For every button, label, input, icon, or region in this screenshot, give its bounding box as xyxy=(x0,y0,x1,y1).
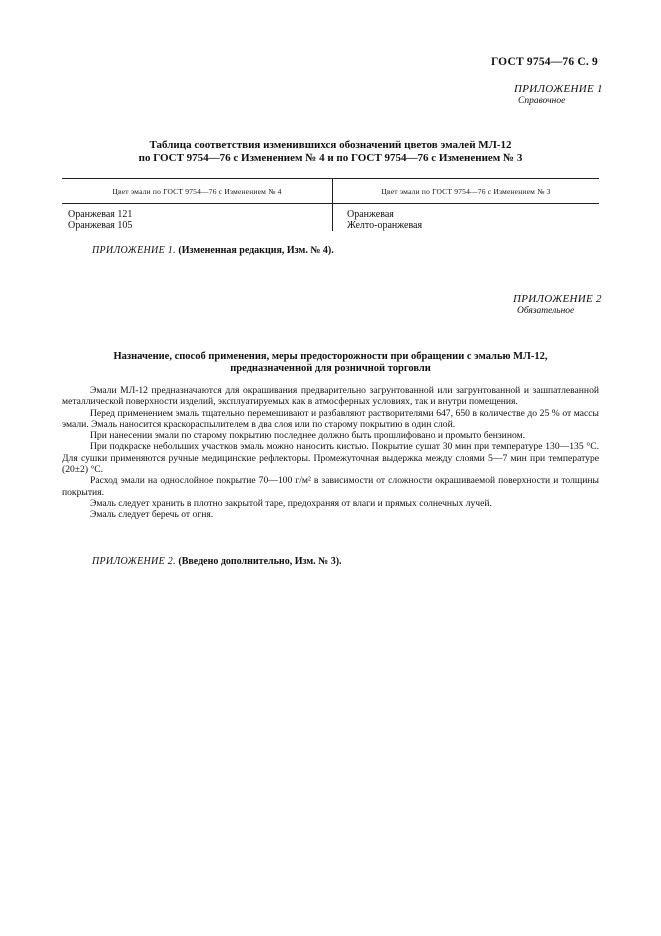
section-heading xyxy=(62,351,599,375)
paragraph: Эмали МЛ-12 предназначаются для окрашивания предварительно загрунтованной или загрунтованной и зашпатлеванной металлической поверхности изделий, эксплуатируемых как в атмосферных условиях, так и внутри помещения. xyxy=(62,385,599,408)
appendix-2-title: ПРИЛОЖЕНИЕ 2 xyxy=(513,293,602,305)
paragraph: Перед применением эмаль тщательно перемешивают и разбавляют растворителями 647, 650 в количестве до 25 % от массы эмали. Эмаль наносится краскораспылителем в два слоя или по старому покрытию в один слой. xyxy=(62,407,599,430)
table-title xyxy=(62,139,599,165)
appendix-1-title: ПРИЛОЖЕНИЕ 1 xyxy=(514,83,603,95)
table-cell-gost-3 xyxy=(333,204,600,232)
table-cell-gost-4 xyxy=(62,204,333,232)
table-cell-text: Оранжевая xyxy=(347,209,394,220)
paragraph: Эмаль следует беречь от огня. xyxy=(90,509,214,521)
table-cell-text: Желто-оранжевая xyxy=(347,220,423,231)
paragraph: При подкраске небольших участков эмаль можно наносить кистью. Покрытие сушат 30 мин при температуре 130—135 °С. Для сушки применяются ручные медицинские рефлекторы. Промежуточная выдержка между слоями 5—7 мин при температуре (20±2) °С. xyxy=(62,441,599,476)
table-row xyxy=(62,204,599,232)
section-heading-line-1: Назначение, способ применения, меры предосторожности при обращении с эмалью МЛ-12, xyxy=(113,351,548,362)
section-heading-line-2: предназначенной для розничной торговли xyxy=(230,363,431,374)
page-header: ГОСТ 9754—76 С. 9 xyxy=(490,56,598,68)
table-header-cell: Цвет эмали по ГОСТ 9754—76 с Изменением № 4 xyxy=(62,179,333,204)
paragraph: Расход эмали на однослойное покрытие 70—100 г/м² в зависимости от сложности окрашиваемой поверхности и толщины покрытия. xyxy=(62,475,599,498)
table-cell-text: Оранжевая 121 xyxy=(68,209,133,220)
appendix-2-subtitle: Обязательное xyxy=(517,306,575,316)
table-title-line-1: Таблица соответствия изменившихся обозначений цветов эмалей МЛ-12 xyxy=(149,139,512,151)
appendix-1-change-note xyxy=(92,245,334,256)
change-note-text: (Измененная редакция, Изм. № 4). xyxy=(178,245,334,256)
table-title-line-2: по ГОСТ 9754—76 с Изменением № 4 и по ГОСТ 9754—76 с Изменением № 3 xyxy=(138,152,523,164)
appendix-2-body xyxy=(62,385,599,521)
color-correspondence-table xyxy=(62,178,599,231)
appendix-2-label xyxy=(513,293,602,317)
appendix-1-subtitle: Справочное xyxy=(518,96,566,106)
table-header-row xyxy=(62,179,599,204)
change-note-ref: ПРИЛОЖЕНИЕ 1. xyxy=(92,245,176,256)
change-note-text: (Введено дополнительно, Изм. № 3). xyxy=(178,556,342,567)
appendix-1-label xyxy=(514,83,603,107)
change-note-ref: ПРИЛОЖЕНИЕ 2. xyxy=(92,556,176,567)
table-header-cell: Цвет эмали по ГОСТ 9754—76 с Изменением № 3 xyxy=(333,179,600,204)
appendix-2-change-note xyxy=(92,556,342,567)
paragraph: Эмаль следует хранить в плотно закрытой таре, предохраняя от влаги и прямых солнечных лучей. xyxy=(90,497,492,509)
table-cell-text: Оранжевая 105 xyxy=(68,220,133,231)
paragraph: При нанесении эмали по старому покрытию последнее должно быть прошлифовано и промыто бензином. xyxy=(90,430,526,442)
